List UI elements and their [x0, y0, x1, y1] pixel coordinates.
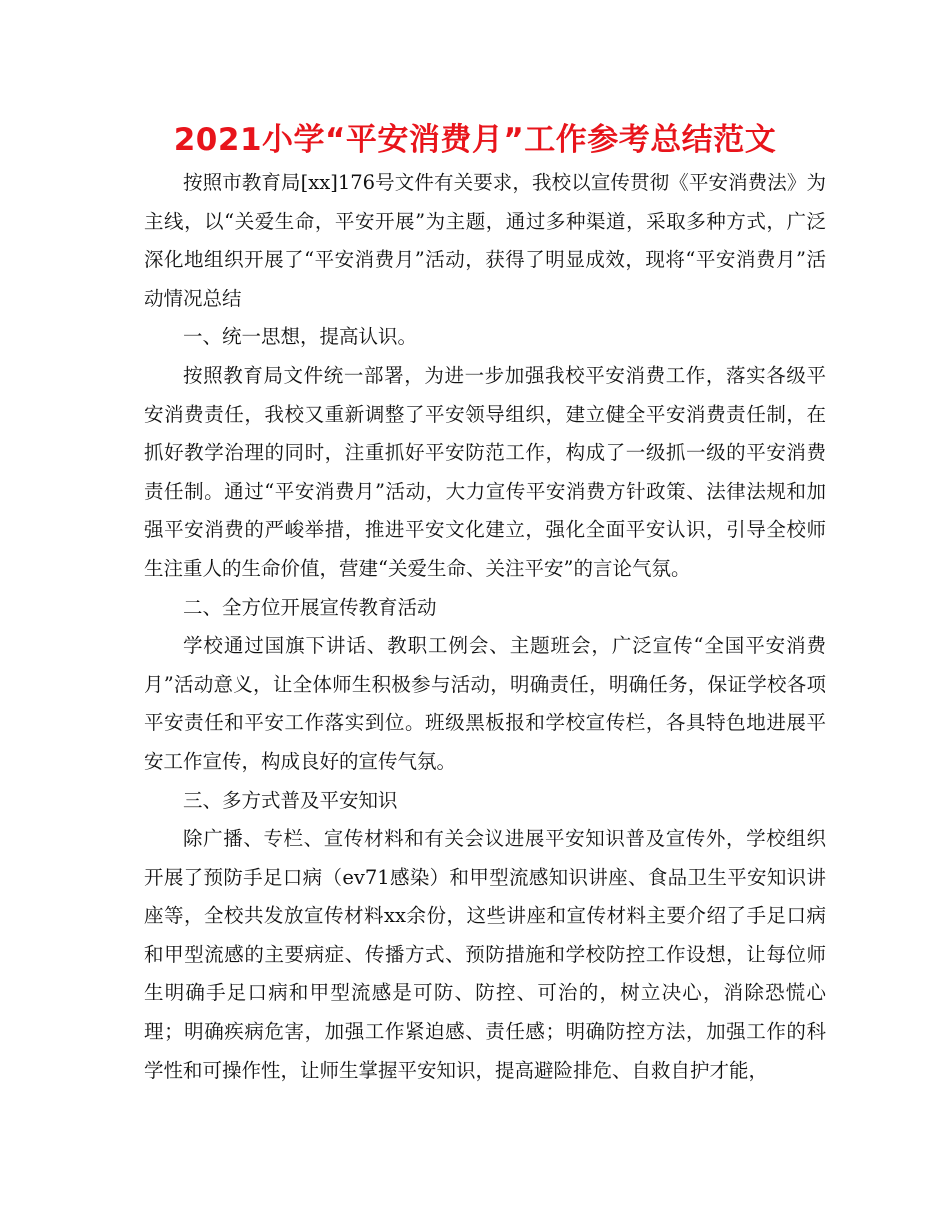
document-title: 2021小学“平安消费月”工作参考总结范文 — [173, 122, 777, 158]
paragraph-section-2: 学校通过国旗下讲话、教职工例会、主题班会，广泛宣传“全国平安消费月”活动意义，让全体师生积极参与活动，明确责任，明确任务，保证学校各项平安责任和平安工作落实到位。班级黑板报和学校宣传栏，各具特色地进展平安工作宣传，构成良好的宣传气氛。 — [144, 634, 826, 773]
paragraph-section-1: 按照教育局文件统一部署，为进一步加强我校平安消费工作，落实各级平安消费责任，我校又重新调整了平安领导组织，建立健全平安消费责任制，在抓好教学治理的同时，注重抓好平安防范工作，构成了一级抓一级的平安消费责任制。通过“平安消费月”活动，大力宣传平安消费方针政策、法律法规和加强平安消费的严峻举措，推进平安文化建立，强化全面平安认识，引导全校师生注重人的生命价值，营建“关爱生命、关注平安”的言论气氛。 — [144, 363, 826, 580]
section-heading-1: 一、统一思想，提高认识。 — [183, 325, 418, 349]
document-body — [144, 164, 826, 1090]
section-heading-3: 三、多方式普及平安知识 — [183, 788, 398, 812]
paragraph-section-3: 除广播、专栏、宣传材料和有关会议进展平安知识普及宣传外，学校组织开展了预防手足口病（ev71感染）和甲型流感知识讲座、食品卫生平安知识讲座等，全校共发放宣传材料xx余份，这些讲座和宣传材料主要介绍了手足口病和甲型流感的主要病症、传播方式、预防措施和学校防控工作设想，让每位师生明确手足口病和甲型流感是可防、防控、可治的，树立决心，消除恐慌心理；明确疾病危害，加强工作紧迫感、责任感；明确防控方法，加强工作的科学性和可操作性，让师生掌握平安知识，提高避险排危、自救自护才能， — [144, 827, 826, 1082]
paragraph-intro: 按照市教育局[xx]176号文件有关要求，我校以宣传贯彻《平安消费法》为主线，以“关爱生命，平安开展”为主题，通过多种渠道，采取多种方式，广泛深化地组织开展了“平安消费月”活动，获得了明显成效，现将“平安消费月”活动情况总结 — [144, 171, 826, 310]
section-heading-2: 二、全方位开展宣传教育活动 — [183, 595, 437, 619]
